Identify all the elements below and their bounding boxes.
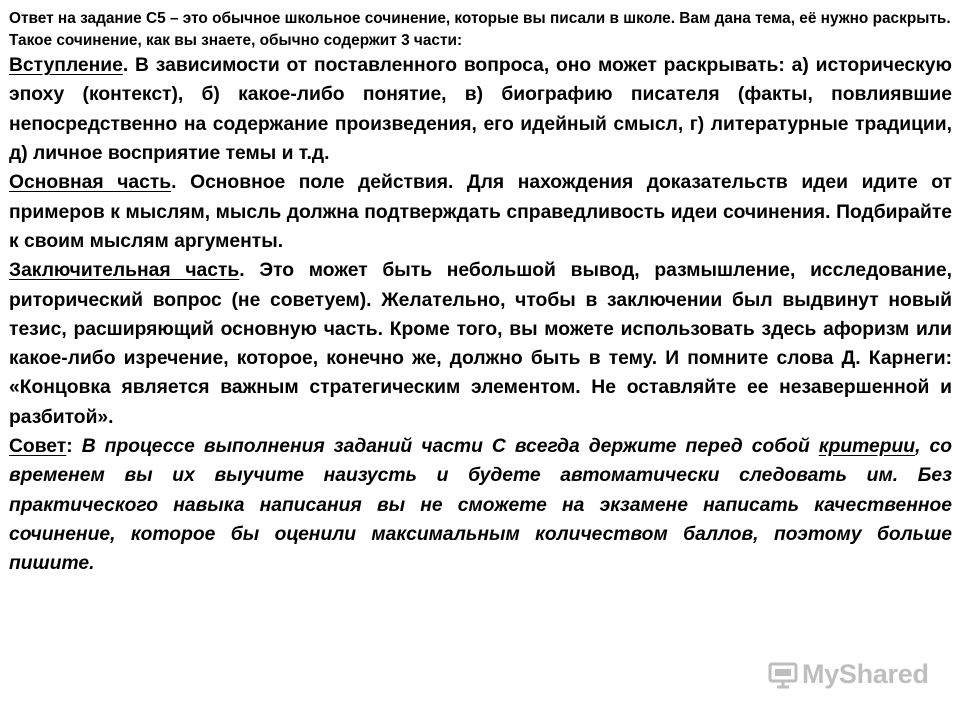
advice-separator: :: [66, 436, 82, 458]
intro-paragraph: Ответ на задание С5 – это обычное школьное сочинение, которые вы писали в школе. Вам дана тема, её нужно раскрыть. Такое сочинение, как вы знаете, обычно содержит 3 части:: [9, 10, 951, 49]
advice-term: Совет: [9, 436, 67, 458]
section-introduction: [9, 51, 952, 168]
watermark-text: MyShared: [802, 659, 929, 689]
section-advice: [9, 432, 952, 578]
section-term-introduction: Вступление: [9, 55, 123, 77]
advice-text-after: , со временем вы их выучите наизусть и будете автоматически следовать им. Без практического навыка написания вы не сможете на экзамене написать качественное сочинение, которое бы оценили максимальным количеством баллов, поэтому больше пишите.: [9, 436, 953, 575]
section-main-part: [9, 168, 952, 256]
section-text-introduction: . В зависимости от поставленного вопроса, оно может раскрывать: а) историческую эпоху (контекст), б) какое-либо понятие, в) биографию писателя (факты, повлиявшие непосредственно на содержание произведения, его идейный смысл, г) литературные традиции, д) личное восприятие темы и т.д.: [9, 55, 952, 165]
presentation-screen-icon: [768, 660, 798, 690]
section-term-main-part: Основная часть: [9, 172, 172, 194]
advice-text-before: В процессе выполнения заданий части С всегда держите перед собой: [81, 436, 819, 458]
section-conclusion: [9, 256, 952, 432]
criteria-link[interactable]: критерии: [818, 436, 916, 458]
myshared-watermark: [768, 659, 929, 690]
section-text-conclusion: . Это может быть небольшой вывод, размышление, исследование, риторический вопрос (не советуем). Желательно, чтобы в заключении был выдвинут новый тезис, расширяющий основную часть. Кроме того, вы можете использовать здесь афоризм или какое-либо изречение, которое, конечно же, должно быть в тему. И помните слова Д. Карнеги: «Концовка является важным стратегическим элементом. Не оставляйте ее незавершенной и разбитой».: [9, 260, 952, 428]
section-term-conclusion: Заключительная часть: [9, 260, 240, 282]
section-text-main-part: . Основное поле действия. Для нахождения доказательств идеи идите от примеров к мыслям, мысль должна подтверждать справедливость идеи сочинения. Подбирайте к своим мыслям аргументы.: [9, 172, 952, 252]
